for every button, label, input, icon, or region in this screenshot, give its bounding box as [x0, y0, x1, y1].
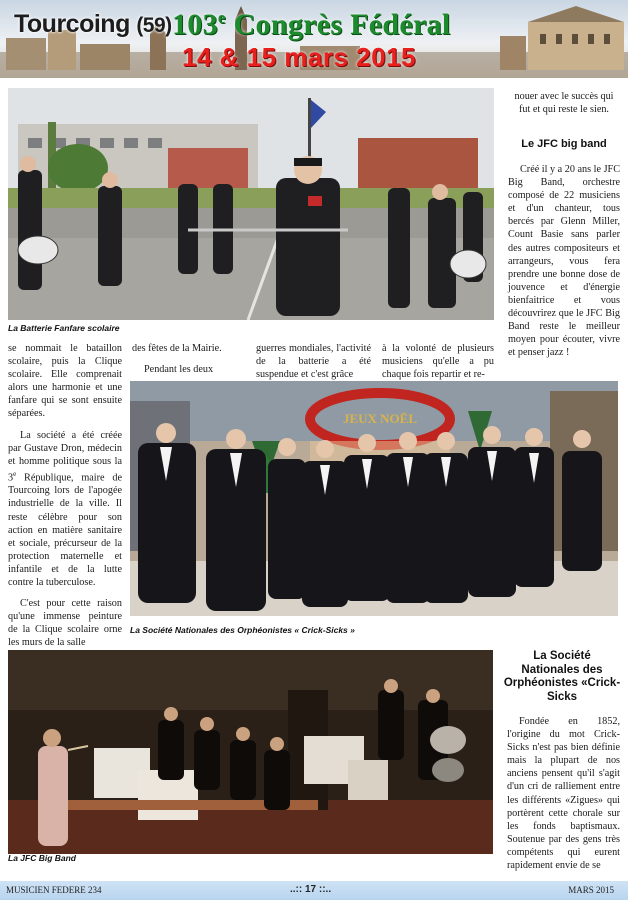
bigband-photo [8, 650, 493, 854]
congress-name: Congrès Fédéral [233, 8, 451, 41]
congress-number: 103 [172, 8, 218, 41]
col1-p2-start: La société a été créée par Gustave Dron, médecin et homme politique sous la 3 [8, 429, 122, 484]
orpheonistes-caption: La Société Nationales des Orphéonistes « Crick-Sicks » [130, 625, 355, 635]
col1-paragraph-3: C'est pour cette raison qu'une immense peinture de la Clique scolaire orne les murs de la salle [8, 598, 122, 649]
page-footer [0, 881, 628, 900]
congress-dates: 14 & 15 mars 2015 [182, 42, 417, 72]
page-header-banner [0, 0, 628, 78]
bigband-caption: La JFC Big Band [8, 853, 77, 863]
right-column-top-text [508, 90, 620, 124]
department-number: (59) [136, 14, 172, 37]
footer-date: MARS 2015 [568, 885, 614, 895]
fanfare-photo [8, 88, 494, 320]
right-top-paragraph: nouer avec le succès qui fut et qui reste le sien. [514, 91, 614, 116]
crick-section-heading: La Société Nationales des Orphéonistes «Crick-Sicks [503, 650, 621, 703]
col1-paragraph-1: se nommait le bataillon scolaire, puis la Clique scolaire. Elle comprenait alors une harmonie et une fanfare qui se sont ensuite séparées. [8, 343, 122, 420]
col2-paragraph-1: des fêtes de la Mairie. [132, 343, 222, 354]
col3-paragraph-1: guerres mondiales, l'activité de la batterie a été suspendue et c'est grâce [256, 343, 371, 381]
header-city [14, 10, 172, 39]
col1-paragraph-2 [8, 429, 122, 590]
footer-page-number: ..:: 17 ::.. [290, 884, 332, 895]
left-column-text [8, 342, 122, 657]
crick-paragraph: Fondée en 1852, l'origine du mot Crick-Sicks n'est pas bien définie mais la plupart de nos anciens pensent qu'il s'agit d'un cri de ralliement entre les différents «Zigues» qui portèrent cette chorale sur les fonds baptismaux. Soutenue par des gens très compétents qui eurent rapidement envie de se [507, 716, 620, 872]
col4-paragraph-1: à la volonté de plusieurs musiciens qu'elle a pu chaque fois repartir et re- [382, 343, 494, 381]
col2-paragraph-2: Pendant les deux [144, 364, 214, 376]
fanfare-caption: La Batterie Fanfare scolaire [8, 323, 120, 333]
col1-p2-sup: e [13, 469, 17, 478]
congress-suffix: e [217, 8, 226, 27]
jfc-paragraph: Créé il y a 20 ans le JFC Big Band, orchestre composé de 22 musiciens et d'un chanteur, tous bercés par Glenn Miller, Count Basie sans parler des autres compositeurs et arrangeurs, vous fera prendre une bonne dose de jouvence et d'énergie bienfaitrice et vous découvrirez que le JFC Big Band reste le meilleur moyen pour écouter, vivre et penser jazz ! [508, 164, 620, 359]
footer-magazine-name: MUSICIEN FEDERE [6, 885, 86, 895]
congress-title [172, 8, 451, 42]
jeux-noel-sign: JEUX NOËL [342, 411, 418, 426]
col1-p2-end: République, maire de Tourcoing lors de l'apogée industrielle de la ville. Il reste célèbre pour son action en matière sanitaire et sociale, précurseur de la protection maternelle et infantile et de la lutte contre la tuberculose. [8, 472, 122, 588]
crick-section-text [507, 715, 620, 880]
footer-magazine [6, 885, 102, 895]
city-name: Tourcoing [14, 10, 130, 38]
footer-issue: 234 [88, 885, 102, 895]
col2-text [132, 342, 245, 384]
jfc-section-text [508, 163, 620, 367]
jfc-section-heading: Le JFC big band [521, 138, 607, 150]
orpheonistes-photo [130, 381, 618, 616]
